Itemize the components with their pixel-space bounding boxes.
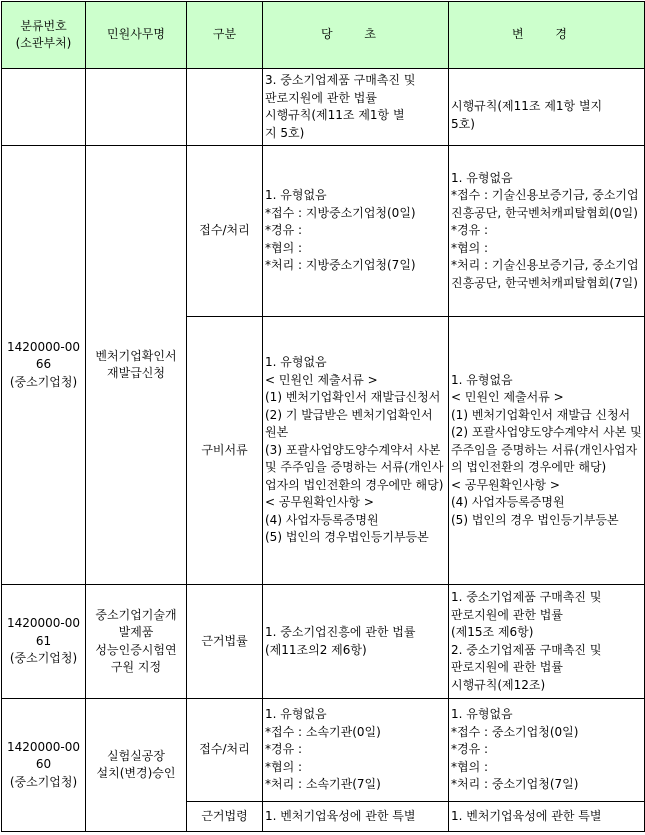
changed-content-cell: 1. 벤처기업육성에 관한 특별 [449, 802, 645, 832]
category-cell: 접수/처리 [187, 699, 263, 802]
empty-cell [86, 69, 187, 146]
table-row [2, 585, 645, 699]
table-row [2, 146, 645, 317]
header-changed: 변 경 [449, 2, 645, 69]
category-cell: 근거법률 [187, 585, 263, 699]
header-original: 당 초 [263, 2, 449, 69]
changed-content-cell: 1. 유형없음 *접수 : 기술신용보증기금, 중소기업진흥공단, 한국벤처캐피탈협회(0일) *경유 : *협의 : *처리 : 기술신용보증기금, 중소기업진흥공단, 한국벤처캐피탈협회(7일) [449, 146, 645, 317]
changed-content-cell: 1. 유형없음 < 민원인 제출서류 > (1) 벤처기업확인서 재발급 신청서 (2) 포괄사업양도양수계약서 사본 및 주주임을 증명하는 서류(개인사업자의 법인전환의 경우에만 해당) < 공무원확인사항 > (4) 사업자등록증명원 (5) 법인의 경우 법인등기부등본 [449, 317, 645, 585]
header-classification-code: 분류번호 (소관부처) [2, 2, 86, 69]
original-content-cell: 3. 중소기업제품 구매촉진 및 판로지원에 관한 법률 시행규칙(제11조 제1항 별 지 5호) [263, 69, 449, 146]
service-name-cell: 실험실공장 설치(변경)승인 [86, 699, 187, 832]
header-service-name: 민원사무명 [86, 2, 187, 69]
original-content-cell: 1. 벤처기업육성에 관한 특별 [263, 802, 449, 832]
changed-content-cell: 1. 중소기업제품 구매촉진 및 판로지원에 관한 법률 (제15조 제6항) 2. 중소기업제품 구매촉진 및 판로지원에 관한 법률 시행규칙(제12조) [449, 585, 645, 699]
service-name-cell: 중소기업기술개 발제품 성능인증시험연 구원 지정 [86, 585, 187, 699]
empty-cell [2, 69, 86, 146]
empty-cell [187, 69, 263, 146]
original-content-cell: 1. 중소기업진흥에 관한 법률 (제11조의2 제6항) [263, 585, 449, 699]
classification-code-cell: 1420000-0061 (중소기업청) [2, 585, 86, 699]
original-content-cell: 1. 유형없음 *접수 : 지방중소기업청(0일) *경유 : *협의 : *처리 : 지방중소기업청(7일) [263, 146, 449, 317]
classification-code-cell: 1420000-0060 (중소기업청) [2, 699, 86, 832]
category-cell: 근거법령 [187, 802, 263, 832]
changed-content-cell: 1. 유형없음 *접수 : 중소기업청(0일) *경유 : *협의 : *처리 : 중소기업청(7일) [449, 699, 645, 802]
header-category: 구분 [187, 2, 263, 69]
table-row [2, 699, 645, 802]
changed-content-cell: 시행규칙(제11조 제1항 별지 5호) [449, 69, 645, 146]
table-row [2, 69, 645, 146]
header-row [2, 2, 645, 69]
original-content-cell: 1. 유형없음 < 민원인 제출서류 > (1) 벤처기업확인서 재발급신청서 (2) 기 발급받은 벤처기업확인서 원본 (3) 포괄사업양도양수계약서 사본 및 주주임을 증명하는 서류(개인사업자의 법인전환의 경우에만 해당) < 공무원확인사항 > (4) 사업자등록증명원 (5) 법인의 경우법인등기부등본 [263, 317, 449, 585]
service-name-cell: 벤처기업확인서 재발급신청 [86, 146, 187, 585]
original-content-cell: 1. 유형없음 *접수 : 소속기관(0일) *경유 : *협의 : *처리 : 소속기관(7일) [263, 699, 449, 802]
category-cell: 접수/처리 [187, 146, 263, 317]
category-cell: 구비서류 [187, 317, 263, 585]
classification-code-cell: 1420000-0066 (중소기업청) [2, 146, 86, 585]
civil-affairs-change-table [1, 1, 645, 832]
